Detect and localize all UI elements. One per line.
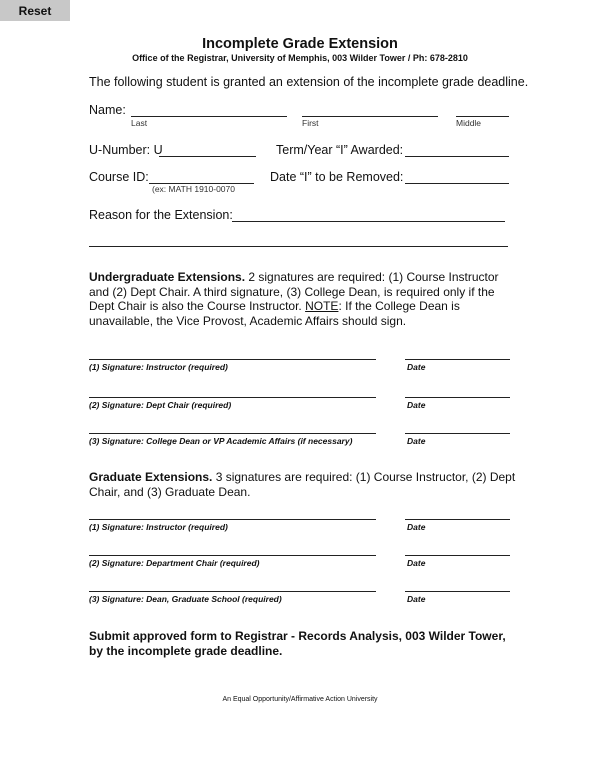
graduate-date-3-field[interactable]	[405, 591, 510, 592]
graduate-paragraph: Graduate Extensions. 3 signatures are required: (1) Course Instructor, (2) Dept Chair, and (3) Graduate Dean.	[89, 470, 516, 499]
graduate-date-1-label: Date	[407, 522, 426, 532]
undergrad-paragraph: Undergraduate Extensions. 2 signatures are required: (1) Course Instructor and (2) Dept Chair. A third signature, (3) College Dean, is required only if the Dept Chair is also the Course Instructor. NOTE: If the College Dean is unavailable, the Vice Provost, Academic Affairs should sign.	[89, 270, 499, 328]
undergrad-date-2-field[interactable]	[405, 397, 510, 398]
date-removed-label: Date “I” to be Removed:	[270, 170, 404, 184]
graduate-signature-1-field[interactable]	[89, 519, 376, 520]
graduate-date-2-label: Date	[407, 558, 426, 568]
first-caption: First	[302, 118, 319, 128]
undergrad-date-2-label: Date	[407, 400, 426, 410]
undergrad-signature-2-field[interactable]	[89, 397, 376, 398]
note-label: NOTE	[305, 299, 339, 313]
page-title: Incomplete Grade Extension	[202, 36, 398, 52]
middle-name-field[interactable]	[456, 116, 509, 117]
undergrad-date-3-label: Date	[407, 436, 426, 446]
undergrad-signature-1-field[interactable]	[89, 359, 376, 360]
intro-text: The following student is granted an extension of the incomplete grade deadline.	[89, 75, 529, 89]
submit-note: Submit approved form to Registrar - Records Analysis, 003 Wilder Tower, by the incomplete grade deadline.	[89, 629, 506, 658]
reason-field-line-2[interactable]	[89, 246, 508, 247]
unumber-label: U-Number: U	[89, 143, 163, 157]
course-example: (ex: MATH 1910-0070	[152, 184, 235, 194]
date-removed-field[interactable]	[405, 183, 509, 184]
page-subtitle: Office of the Registrar, University of Memphis, 003 Wilder Tower / Ph: 678-2810	[132, 53, 468, 63]
graduate-signature-1-label: (1) Signature: Instructor (required)	[89, 522, 228, 532]
graduate-signature-3-field[interactable]	[89, 591, 376, 592]
term-label: Term/Year “I” Awarded:	[276, 143, 404, 157]
graduate-date-2-field[interactable]	[405, 555, 510, 556]
undergrad-signature-3-label: (3) Signature: College Dean or VP Academic Affairs (if necessary)	[89, 436, 353, 446]
graduate-date-1-field[interactable]	[405, 519, 510, 520]
graduate-signature-3-label: (3) Signature: Dean, Graduate School (required)	[89, 594, 282, 604]
undergrad-signature-1-label: (1) Signature: Instructor (required)	[89, 362, 228, 372]
unumber-field[interactable]	[159, 156, 256, 157]
reset-button[interactable]: Reset	[0, 0, 70, 21]
graduate-heading: Graduate Extensions.	[89, 470, 213, 484]
name-label: Name:	[89, 103, 126, 117]
last-caption: Last	[131, 118, 148, 128]
middle-caption: Middle	[456, 118, 482, 128]
last-name-field[interactable]	[131, 116, 287, 117]
undergrad-date-1-field[interactable]	[405, 359, 510, 360]
undergrad-date-3-field[interactable]	[405, 433, 510, 434]
graduate-date-3-label: Date	[407, 594, 426, 604]
reason-field[interactable]	[232, 221, 505, 222]
undergrad-signature-3-field[interactable]	[89, 433, 376, 434]
term-field[interactable]	[405, 156, 509, 157]
footer-text: An Equal Opportunity/Affirmative Action University	[222, 696, 378, 703]
graduate-signature-2-field[interactable]	[89, 555, 376, 556]
graduate-signature-2-label: (2) Signature: Department Chair (required)	[89, 558, 260, 568]
first-name-field[interactable]	[302, 116, 438, 117]
course-id-label: Course ID:	[89, 170, 149, 184]
undergrad-signature-2-label: (2) Signature: Dept Chair (required)	[89, 400, 232, 410]
undergrad-date-1-label: Date	[407, 362, 426, 372]
undergrad-heading: Undergraduate Extensions.	[89, 270, 246, 284]
reason-label: Reason for the Extension:	[89, 208, 233, 222]
